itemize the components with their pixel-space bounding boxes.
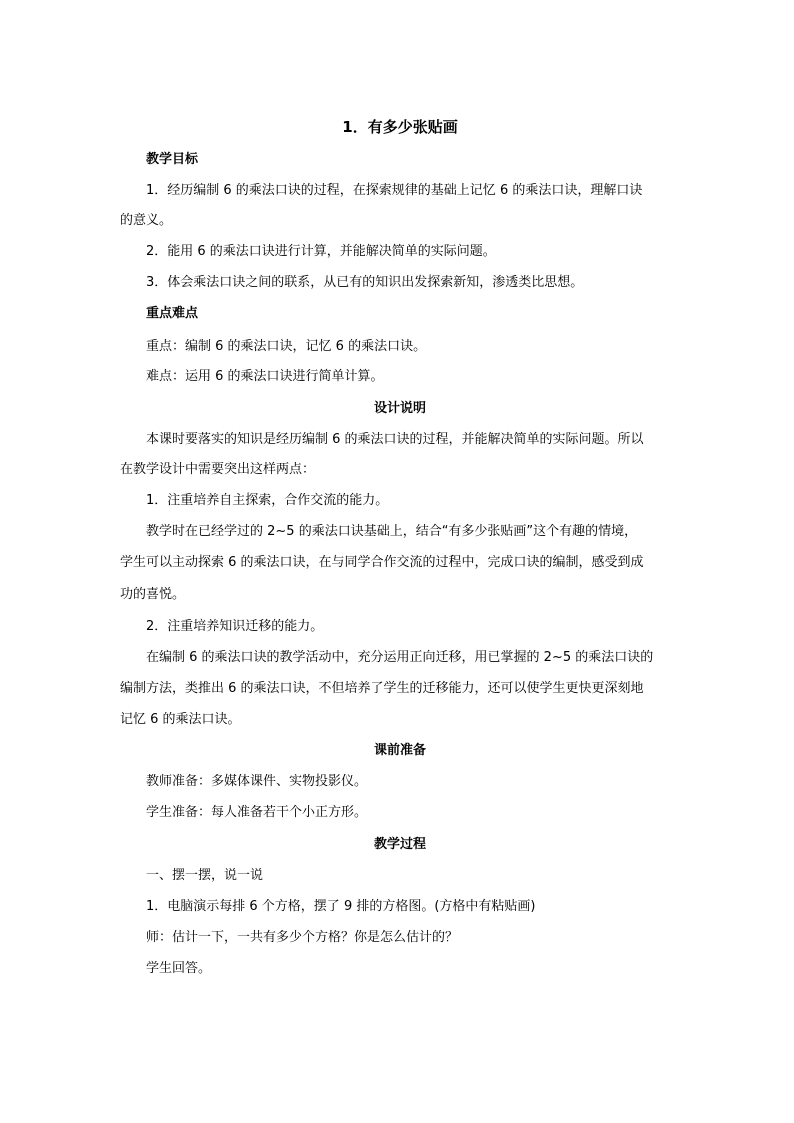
design-heading: 设计说明	[373, 401, 426, 416]
design-item-2: 2．注重培养知识迁移的能力。	[146, 619, 324, 634]
doc-title: 1．有多少张贴画	[342, 118, 458, 136]
process-teacher-question: 师：估计一下，一共有多少个方格？你是怎么估计的？	[146, 930, 459, 945]
objective-3: 3．体会乘法口诀之间的联系，从已有的知识出发探索新知，渗透类比思想。	[146, 275, 584, 290]
design-para-3-line-1: 在编制 6 的乘法口诀的教学活动中，充分运用正向迁移，用已掌握的 2~5 的乘法口诀的	[146, 650, 654, 665]
design-para-1-line-1: 本课时要落实的知识是经历编制 6 的乘法口诀的过程，并能解决简单的实际问题。所以	[146, 432, 644, 447]
key-heading: 重点难点	[146, 306, 199, 321]
design-item-1: 1．注重培养自主探索，合作交流的能力。	[146, 493, 389, 508]
design-para-1-line-2: 在教学设计中需要突出这样两点：	[120, 462, 316, 477]
prep-teacher: 教师准备：多媒体课件、实物投影仪。	[146, 774, 368, 789]
objective-1-line-2: 的意义。	[120, 213, 173, 228]
design-para-2-line-1: 教学时在已经学过的 2~5 的乘法口诀基础上，结合“有多少张贴画”这个有趣的情境，	[146, 524, 638, 539]
process-section-1: 一、摆一摆，说一说	[146, 868, 264, 883]
design-para-2-line-2: 学生可以主动探索 6 的乘法口诀，在与同学合作交流的过程中，完成口诀的编制，感受到成	[120, 555, 644, 570]
process-student-answer: 学生回答。	[146, 961, 212, 976]
design-para-2-line-3: 功的喜悦。	[120, 587, 186, 602]
process-step-1: 1．电脑演示每排 6 个方格，摆了 9 排的方格图。(方格中有粘贴画)	[146, 899, 536, 914]
objectives-heading: 教学目标	[146, 152, 199, 167]
design-para-3-line-3: 记忆 6 的乘法口诀。	[120, 712, 241, 727]
design-para-3-line-2: 编制方法，类推出 6 的乘法口诀，不但培养了学生的迁移能力，还可以使学生更快更深刻地	[120, 681, 644, 696]
prep-heading: 课前准备	[373, 743, 426, 758]
objective-1-line-1: 1．经历编制 6 的乘法口诀的过程，在探索规律的基础上记忆 6 的乘法口诀，理解口诀	[146, 183, 643, 198]
key-point: 重点：编制 6 的乘法口诀，记忆 6 的乘法口诀。	[146, 339, 427, 354]
difficult-point: 难点：运用 6 的乘法口诀进行简单计算。	[146, 369, 384, 384]
prep-student: 学生准备：每人准备若干个小正方形。	[146, 805, 368, 820]
objective-2: 2．能用 6 的乘法口诀进行计算，并能解决简单的实际问题。	[146, 244, 496, 259]
process-heading: 教学过程	[373, 837, 426, 852]
